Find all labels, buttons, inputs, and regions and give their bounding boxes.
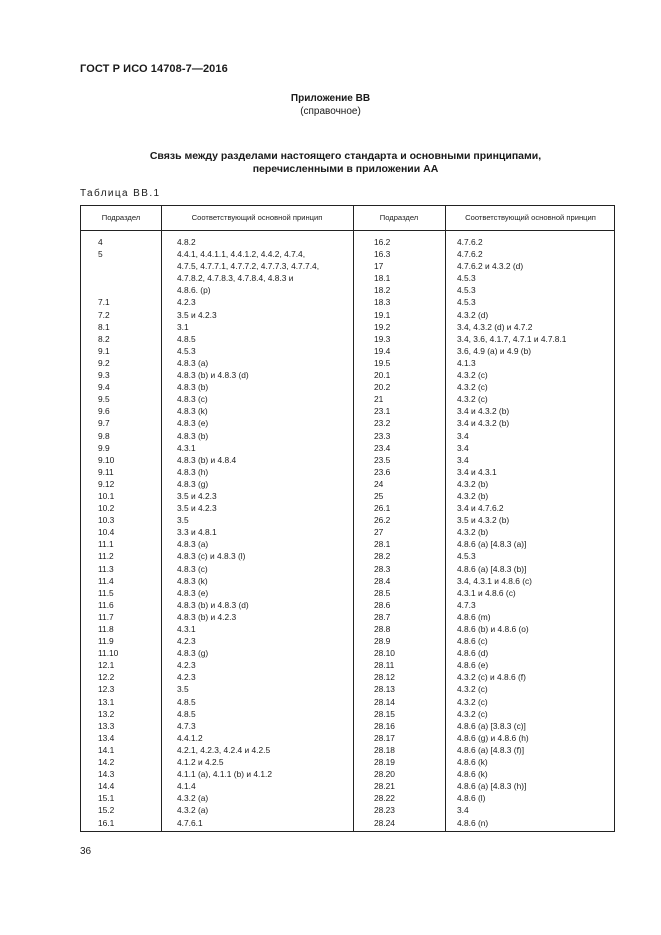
principle-cell: 3.4, 4.3.1 и 4.8.6 (c) — [457, 575, 532, 586]
principle-cell: 4.8.3 (k) — [177, 575, 208, 586]
subsection-cell: 26.2 — [374, 515, 391, 526]
principle-cell: 4.8.3 (h) — [177, 466, 209, 477]
principle-cell: 4.8.3 (g) — [177, 478, 209, 489]
subsection-cell: 9.1 — [98, 345, 110, 356]
subsection-cell: 13.4 — [98, 732, 115, 743]
subsection-cell: 28.4 — [374, 575, 391, 586]
principle-cell: 4.8.6 (k) — [457, 769, 488, 780]
principle-cell: 4.3.2 (c) — [457, 394, 488, 405]
subsection-cell: 11.6 — [98, 599, 114, 610]
subsection-cell: 28.9 — [374, 636, 391, 647]
principle-cell: 3.4, 4.3.2 (d) и 4.7.2 — [457, 321, 533, 332]
principle-cell: 4.4.1, 4.4.1.1, 4.4.1.2, 4.4.2, 4.7.4, — [177, 249, 306, 260]
principle-cell: 3.4 — [457, 454, 469, 465]
principle-cell: 4.8.5 — [177, 708, 196, 719]
principle-cell: 3.5 — [177, 515, 189, 526]
subsection-cell: 14.1 — [98, 744, 115, 755]
subsection-cell: 28.16 — [374, 720, 395, 731]
principle-cell: 4.7.8.2, 4.7.8.3, 4.7.8.4, 4.8.3 и — [177, 273, 294, 284]
principle-cell: 4.8.6. (p) — [177, 285, 211, 296]
principle-cell: 3.5 и 4.2.3 — [177, 309, 217, 320]
subsection-cell: 9.3 — [98, 370, 110, 381]
principle-cell: 4.1.4 — [177, 781, 196, 792]
subsection-cell: 10.2 — [98, 503, 115, 514]
principle-cell: 3.1 — [177, 321, 189, 332]
subsection-cell: 28.18 — [374, 744, 395, 755]
subsection-cell: 10.3 — [98, 515, 115, 526]
right-principle-column — [457, 236, 566, 829]
principle-cell: 3.4 и 4.3.2 (b) — [457, 418, 510, 429]
subsection-cell: 28.5 — [374, 587, 391, 598]
principle-cell: 4.2.3 — [177, 297, 196, 308]
subsection-cell: 28.11 — [374, 660, 395, 671]
subsection-cell: 15.1 — [98, 793, 115, 804]
subsection-cell: 16.1 — [98, 817, 115, 828]
header-principle-right: Соответствующий основной принцип — [465, 213, 596, 222]
principle-cell: 3.4 — [457, 805, 469, 816]
subsection-cell: 4 — [98, 237, 103, 247]
subsection-cell: 18.2 — [374, 285, 391, 296]
principle-cell: 4.3.2 (b) — [457, 478, 489, 489]
subsection-cell: 23.6 — [374, 466, 391, 477]
correspondence-table — [80, 205, 615, 832]
principle-cell: 4.8.3 (a) — [177, 357, 209, 368]
principle-cell: 4.3.2 (c) — [457, 696, 488, 707]
subsection-cell: 11.5 — [98, 587, 114, 598]
subsection-cell: 11.9 — [98, 636, 114, 647]
subsection-cell: 13.2 — [98, 708, 115, 719]
header-principle-left: Соответствующий основной принцип — [191, 213, 323, 222]
principle-cell: 4.3.2 (a) — [177, 793, 209, 804]
principle-cell: 4.8.5 — [177, 696, 196, 707]
principle-cell: 4.8.6 (a) [4.8.3 (h)] — [457, 781, 527, 792]
subsection-cell: 18.3 — [374, 297, 391, 308]
annex-title: Приложение ВВ — [290, 93, 371, 104]
subsection-cell: 28.10 — [374, 648, 395, 659]
column-divider — [445, 206, 446, 831]
principle-cell: 4.4.1.2 — [177, 732, 203, 743]
subsection-cell: 28.22 — [374, 793, 395, 804]
principle-cell: 4.2.3 — [177, 660, 196, 671]
principle-cell: 4.3.2 (c) — [457, 708, 488, 719]
principle-cell: 4.8.6 (n) — [457, 817, 489, 828]
principle-cell: 4.8.3 (g) — [177, 648, 209, 659]
subsection-cell: 18.1 — [374, 273, 391, 284]
subsection-cell: 9.2 — [98, 357, 110, 368]
principle-cell: 4.2.3 — [177, 636, 196, 647]
subsection-cell: 17 — [374, 261, 384, 272]
principle-cell: 3.4 — [457, 442, 469, 453]
subsection-cell: 11.4 — [98, 575, 114, 586]
subsection-cell: 9.10 — [98, 454, 115, 465]
subsection-cell: 28.23 — [374, 805, 395, 816]
principle-cell: 4.8.6 (c) — [457, 636, 488, 647]
right-subsection-column — [374, 236, 395, 829]
principle-cell: 4.8.6 (m) — [457, 611, 491, 622]
principle-cell: 4.7.6.2 и 4.3.2 (d) — [457, 261, 524, 272]
principle-cell: 4.5.3 — [457, 297, 476, 308]
principle-cell: 4.3.2 (b) — [457, 527, 489, 538]
left-principle-column — [177, 236, 319, 829]
subsection-cell: 5 — [98, 249, 103, 260]
principle-cell: 4.1.2 и 4.2.5 — [177, 757, 224, 768]
subsection-cell: 23.3 — [374, 430, 391, 441]
subsection-cell: 13.3 — [98, 720, 115, 731]
principle-cell: 4.8.3 (c) и 4.8.3 (l) — [177, 551, 246, 562]
principle-cell: 4.8.6 (a) [4.8.3 (b)] — [457, 563, 527, 574]
subsection-cell: 28.17 — [374, 732, 395, 743]
subsection-cell: 14.3 — [98, 769, 115, 780]
principle-cell: 3.4, 3.6, 4.1.7, 4.7.1 и 4.7.8.1 — [457, 333, 567, 344]
subsection-cell: 27 — [374, 527, 384, 538]
subsection-cell: 28.14 — [374, 696, 395, 707]
subsection-cell: 11.10 — [98, 648, 119, 659]
subsection-cell: 16.2 — [374, 237, 391, 247]
subsection-cell: 8.1 — [98, 321, 110, 332]
subsection-cell: 11.2 — [98, 551, 114, 562]
principle-cell: 4.8.3 (b) и 4.2.3 — [177, 611, 237, 622]
principle-cell: 4.3.2 (a) — [177, 805, 209, 816]
subsection-cell: 8.2 — [98, 333, 110, 344]
subsection-cell: 13.1 — [98, 696, 115, 707]
principle-cell: 4.8.3 (c) — [177, 563, 208, 574]
principle-cell: 4.7.3 — [177, 720, 196, 731]
principle-cell: 4.8.6 (e) — [457, 660, 489, 671]
principle-cell: 4.8.6 (a) [4.8.3 (f)] — [457, 744, 525, 755]
principle-cell: 3.6, 4.9 (a) и 4.9 (b) — [457, 345, 532, 356]
subsection-cell: 28.13 — [374, 684, 395, 695]
subsection-cell: 19.1 — [374, 309, 391, 320]
principle-cell: 4.8.3 (c) — [177, 394, 208, 405]
principle-cell: 3.3 и 4.8.1 — [177, 527, 217, 538]
subsection-cell: 19.3 — [374, 333, 391, 344]
subsection-cell: 11.1 — [98, 539, 114, 550]
subsection-cell: 23.5 — [374, 454, 391, 465]
subsection-cell: 23.2 — [374, 418, 391, 429]
principle-cell: 4.2.1, 4.2.3, 4.2.4 и 4.2.5 — [177, 744, 271, 755]
principle-cell: 4.7.6.1 — [177, 817, 203, 828]
principle-cell: 4.7.5, 4.7.7.1, 4.7.7.2, 4.7.7.3, 4.7.7.4, — [177, 261, 320, 272]
principle-cell: 4.8.3 (b) и 4.8.4 — [177, 454, 237, 465]
principle-cell: 4.8.3 (a) — [177, 539, 209, 550]
principle-cell: 4.8.3 (e) — [177, 418, 209, 429]
row-spacer — [98, 284, 118, 296]
header-subsection-right: Подраздел — [379, 213, 419, 222]
principle-cell: 4.3.2 (c) — [457, 370, 488, 381]
subsection-cell: 9.5 — [98, 394, 110, 405]
subsection-cell: 23.4 — [374, 442, 391, 453]
header-subsection-left: Подраздел — [101, 213, 141, 222]
subsection-cell: 28.8 — [374, 624, 391, 634]
principle-cell: 4.8.3 (e) — [177, 587, 209, 598]
principle-cell: 4.5.3 — [457, 551, 476, 562]
subsection-cell: 16.3 — [374, 249, 391, 260]
subsection-cell: 12.1 — [98, 660, 115, 671]
principle-cell: 4.8.6 (d) — [457, 648, 489, 659]
subsection-cell: 28.19 — [374, 757, 395, 768]
principle-cell: 3.5 и 4.3.2 (b) — [457, 515, 510, 526]
principle-cell: 4.2.3 — [177, 672, 196, 683]
subsection-cell: 28.21 — [374, 781, 395, 792]
principle-cell: 4.8.3 (k) — [177, 406, 208, 417]
center-divider — [353, 206, 354, 831]
subsection-cell: 28.12 — [374, 672, 395, 683]
subsection-cell: 28.20 — [374, 769, 395, 780]
subsection-cell: 28.3 — [374, 563, 391, 574]
principle-cell: 4.3.2 (d) — [457, 309, 489, 320]
column-divider — [161, 206, 162, 831]
subsection-cell: 7.2 — [98, 309, 110, 320]
subsection-cell: 9.4 — [98, 382, 110, 393]
subsection-cell: 20.2 — [374, 382, 391, 393]
principle-cell: 3.5 и 4.2.3 — [177, 490, 217, 501]
subsection-cell: 26.1 — [374, 503, 391, 514]
table-caption-line-1: Связь между разделами настоящего стандарта и основными принципами, — [149, 150, 542, 162]
subsection-cell: 19.5 — [374, 357, 391, 368]
principle-cell: 4.8.3 (b) — [177, 382, 209, 393]
table-label: Таблица ВВ.1 — [80, 188, 161, 199]
standard-title: ГОСТ Р ИСО 14708-7—2016 — [80, 63, 228, 75]
principle-cell: 4.7.6.2 — [457, 249, 483, 260]
subsection-cell: 19.4 — [374, 345, 391, 356]
principle-cell: 4.3.1 и 4.8.6 (c) — [457, 587, 516, 598]
principle-cell: 4.3.1 — [177, 624, 196, 634]
subsection-cell: 10.1 — [98, 490, 115, 501]
subsection-cell: 7.1 — [98, 297, 110, 308]
principle-cell: 4.3.2 (c) — [457, 382, 488, 393]
principle-cell: 4.1.3 — [457, 357, 476, 368]
principle-cell: 4.8.6 (l) — [457, 793, 486, 804]
principle-cell: 4.7.3 — [457, 599, 476, 610]
subsection-cell: 20.1 — [374, 370, 391, 381]
subsection-cell: 28.2 — [374, 551, 391, 562]
principle-cell: 4.8.6 (b) и 4.8.6 (o) — [457, 624, 529, 634]
subsection-cell: 28.15 — [374, 708, 395, 719]
table-caption-line-2: перечисленными в приложении АА — [252, 163, 439, 175]
principle-cell: 4.7.6.2 — [457, 237, 483, 247]
principle-cell: 4.8.5 — [177, 333, 196, 344]
subsection-cell: 15.2 — [98, 805, 115, 816]
principle-cell: 3.4 и 4.7.6.2 — [457, 503, 504, 514]
subsection-cell: 9.8 — [98, 430, 110, 441]
principle-cell: 4.5.3 — [457, 285, 476, 296]
principle-cell: 3.5 и 4.2.3 — [177, 503, 217, 514]
subsection-cell: 28.7 — [374, 611, 391, 622]
principle-cell: 4.3.2 (c) и 4.8.6 (f) — [457, 672, 526, 683]
principle-cell: 4.8.2 — [177, 237, 196, 247]
subsection-cell: 9.7 — [98, 418, 110, 429]
subsection-cell: 28.6 — [374, 599, 391, 610]
row-spacer — [98, 272, 118, 284]
subsection-cell: 9.12 — [98, 478, 115, 489]
subsection-cell: 12.3 — [98, 684, 115, 695]
principle-cell: 4.8.6 (a) [4.8.3 (a)] — [457, 539, 527, 550]
row-spacer — [98, 260, 118, 272]
subsection-cell: 11.8 — [98, 624, 114, 634]
subsection-cell: 11.3 — [98, 563, 114, 574]
subsection-cell: 9.11 — [98, 466, 114, 477]
principle-cell: 4.8.6 (k) — [457, 757, 488, 768]
principle-cell: 3.4 — [457, 430, 469, 441]
principle-cell: 4.3.1 — [177, 442, 196, 453]
principle-cell: 4.5.3 — [457, 273, 476, 284]
principle-cell: 4.8.3 (b) и 4.8.3 (d) — [177, 370, 249, 381]
principle-cell: 3.4 и 4.3.2 (b) — [457, 406, 510, 417]
subsection-cell: 14.2 — [98, 757, 115, 768]
principle-cell: 4.8.6 (g) и 4.8.6 (h) — [457, 732, 529, 743]
subsection-cell: 23.1 — [374, 406, 391, 417]
subsection-cell: 25 — [374, 490, 384, 501]
subsection-cell: 24 — [374, 478, 384, 489]
left-subsection-column — [98, 236, 118, 829]
principle-cell: 4.1.1 (a), 4.1.1 (b) и 4.1.2 — [177, 769, 272, 780]
page-number: 36 — [80, 846, 92, 857]
subsection-cell: 19.2 — [374, 321, 391, 332]
subsection-cell: 10.4 — [98, 527, 115, 538]
principle-cell: 4.8.3 (b) — [177, 430, 209, 441]
subsection-cell: 12.2 — [98, 672, 115, 683]
subsection-cell: 28.1 — [374, 539, 391, 550]
principle-cell: 4.8.3 (b) и 4.8.3 (d) — [177, 599, 249, 610]
subsection-cell: 21 — [374, 394, 384, 405]
principle-cell: 4.3.2 (c) — [457, 684, 488, 695]
subsection-cell: 11.7 — [98, 611, 114, 622]
subsection-cell: 9.9 — [98, 442, 110, 453]
principle-cell: 3.5 — [177, 684, 189, 695]
principle-cell: 3.4 и 4.3.1 — [457, 466, 497, 477]
subsection-cell: 14.4 — [98, 781, 115, 792]
principle-cell: 4.5.3 — [177, 345, 196, 356]
principle-cell: 4.3.2 (b) — [457, 490, 489, 501]
principle-cell: 4.8.6 (a) [3.8.3 (c)] — [457, 720, 526, 731]
annex-subtitle: (справочное) — [300, 106, 361, 117]
subsection-cell: 9.6 — [98, 406, 110, 417]
subsection-cell: 28.24 — [374, 817, 395, 828]
